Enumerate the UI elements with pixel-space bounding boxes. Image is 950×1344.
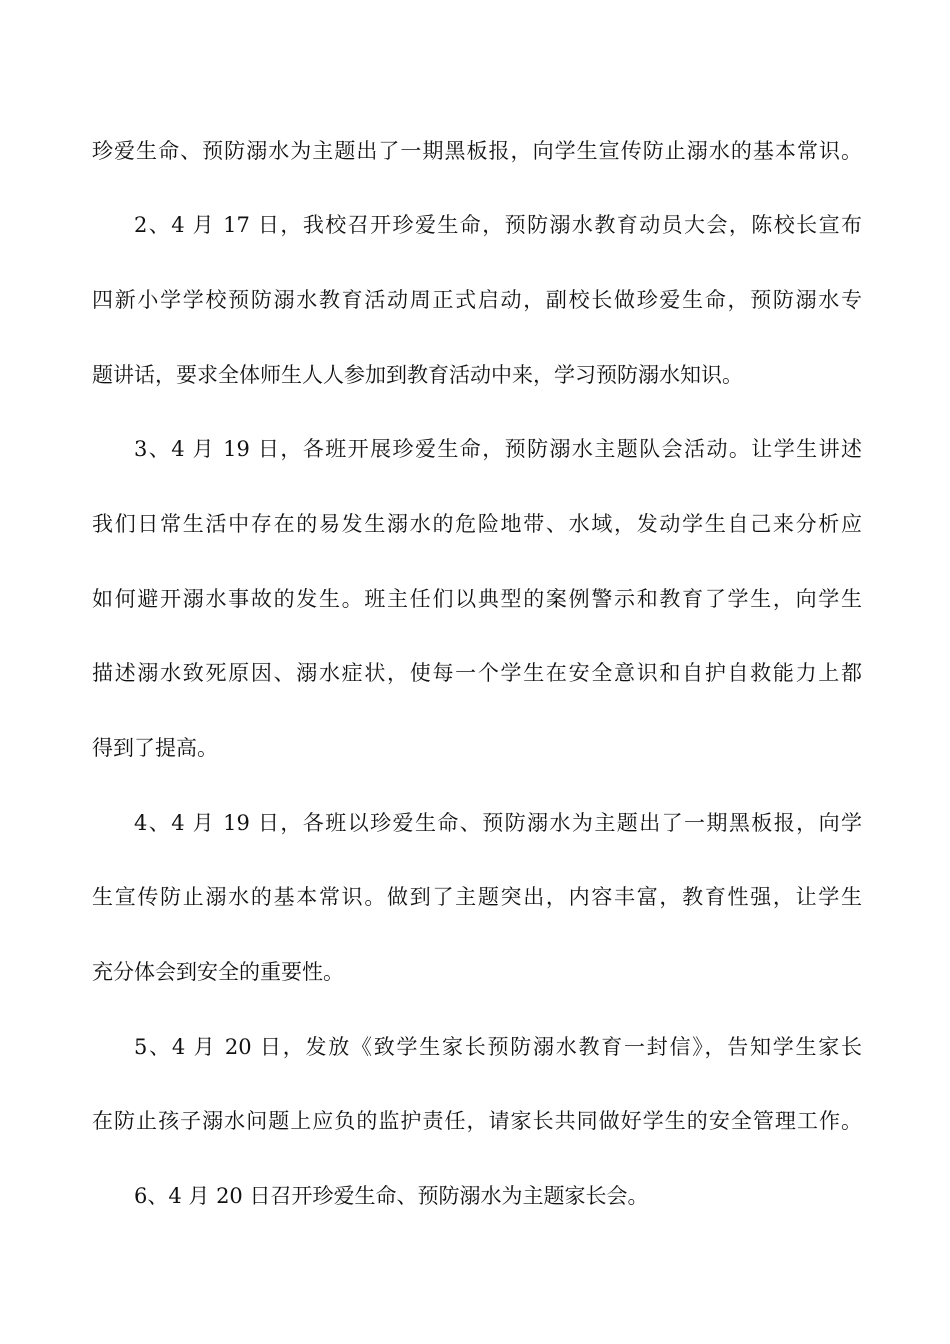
- paragraph-3-line-3: 如何避开溺水事故的发生。班主任们以典型的案例警示和教育了学生，向学生: [92, 587, 862, 611]
- paragraph-4-line-2: 生宣传防止溺水的基本常识。做到了主题突出，内容丰富，教育性强，让学生: [92, 885, 862, 909]
- paragraph-3-line-4: 描述溺水致死原因、溺水症状，使每一个学生在安全意识和自护自救能力上都: [92, 661, 862, 685]
- paragraph-2-line-2: 四新小学学校预防溺水教育活动周正式启动，副校长做珍爱生命，预防溺水专: [92, 288, 862, 312]
- paragraph-2-line-1: 2、4 月 17 日，我校召开珍爱生命，预防溺水教育动员大会，陈校长宣布: [134, 213, 862, 237]
- paragraph-5-line-2: 在防止孩子溺水问题上应负的监护责任，请家长共同做好学生的安全管理工作。: [92, 1109, 862, 1133]
- paragraph-2-line-3: 题讲话，要求全体师生人人参加到教育活动中来，学习预防溺水知识。: [92, 363, 743, 387]
- paragraph-4-line-3: 充分体会到安全的重要性。: [92, 960, 344, 984]
- paragraph-4-line-1: 4、4 月 19 日，各班以珍爱生命、预防溺水为主题出了一期黑板报，向学: [134, 811, 862, 835]
- paragraph-3-line-2: 我们日常生活中存在的易发生溺水的危险地带、水域，发动学生自己来分析应: [92, 512, 862, 536]
- paragraph-5-line-1: 5、4 月 20 日，发放《致学生家长预防溺水教育一封信》，告知学生家长: [134, 1035, 862, 1059]
- paragraph-3-line-1: 3、4 月 19 日，各班开展珍爱生命，预防溺水主题队会活动。让学生讲述: [134, 437, 862, 461]
- paragraph-1-line-1: 珍爱生命、预防溺水为主题出了一期黑板报，向学生宣传防止溺水的基本常识。: [92, 139, 862, 163]
- paragraph-3-line-5: 得到了提高。: [92, 736, 218, 760]
- paragraph-6-line-1: 6、4 月 20 日召开珍爱生命、预防溺水为主题家长会。: [134, 1184, 649, 1208]
